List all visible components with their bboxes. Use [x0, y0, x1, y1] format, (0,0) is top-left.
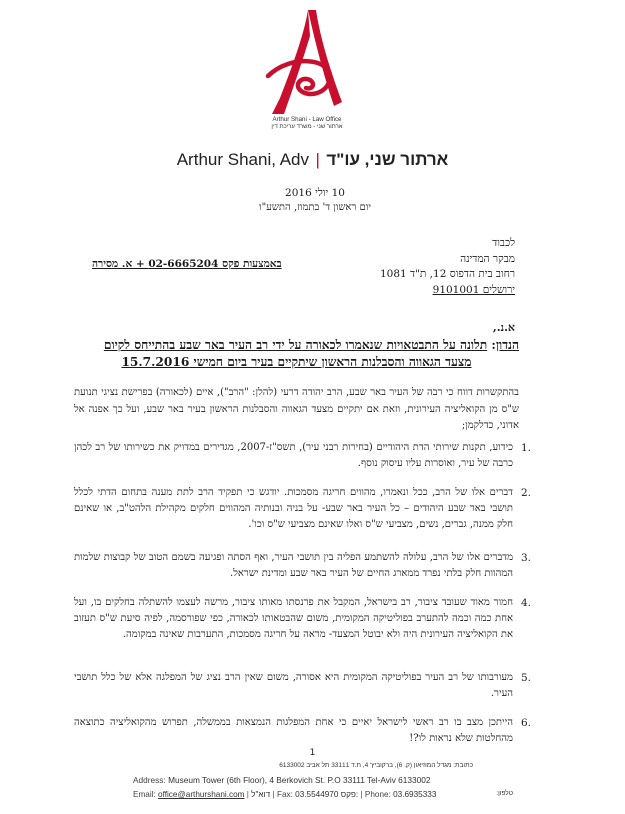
footer-phone-label: Phone: — [364, 790, 391, 799]
list-item-text: חמור מאוד שעובד ציבור, רב בישראל, המקבל את פרנסתו מאותו ציבור, מרשה לעצמו להשתלה בחלקים בו, ועל אחת כמה וכמה להתערב בפוליטיקה המקומית, משום שהבטאותו לכאורה, כפי שפורסמה, לפיה סיעת ש"ס תעזוב את הקואליציה העירונית היה ולא יבוטל המצעד- מראה על חריגה מסמכות, התערבות שאינה במקומה. — [74, 597, 513, 640]
date-gregorian: 10 יולי 2016 — [285, 187, 345, 199]
subject-block — [74, 337, 519, 370]
list-item-text: דברים אלו של הרב, ככל ונאמרו, מהווים חריגה מסמכות. יודגש כי תפקיד הרב לתת מענה בתחום הדתי לכלל תושבי באר שבע היהודים – כל העיר באר שבע- על בניה ובנותיה המהווים חלקים מקהילת הלהט"ב, או שאינם חלק ממנה, גברים, נשים, מצביעי ש"ס ואלו שאינם מצביעי ש"ס וכו'. — [74, 487, 513, 530]
recipient-line-4: ירושלים 9101001 — [432, 283, 515, 296]
footer-email-label: Email: — [133, 790, 156, 799]
footer-phone-label-he: טלפון: — [496, 790, 513, 797]
list-item-number: 1. — [521, 442, 532, 454]
list-item — [46, 670, 541, 702]
subject-text-line-2: מצעד הגאווה והסבלנות הראשון שיתקיים בעיר ביום חמישי 15.7.2016 — [121, 354, 472, 369]
footer-separator: | — [272, 790, 275, 799]
law-office-logo — [250, 6, 360, 118]
footer-fax-label: Fax: — [276, 790, 293, 799]
office-name-he: ארתור שני, עו"ד — [326, 150, 449, 169]
list-item-text: מעורבותו של רב העיר בפוליטיקה המקומית היא אסורה, משום שאין הרב נציג של המפלגה אלא של כלל תושבי העיר. — [74, 672, 513, 699]
subject-label: הנדון — [495, 338, 519, 352]
footer-phone-number: 03.6935333 — [393, 790, 437, 799]
list-item-number: 3. — [521, 552, 532, 564]
footer-email-link[interactable]: office@arthurshani.com — [158, 790, 245, 799]
office-name-line — [0, 150, 625, 170]
recipient-line-3: רחוב בית הדפוס 12, ת"ד 1081 — [379, 268, 515, 280]
logo-caption-en: Arthur Shani - Law Office — [272, 116, 342, 123]
list-item-text: הייתכן מצב בו רב ראשי לישראל יאיים כי אחת המפלגות הנמצאות בממשלה, תפרוש מהקואליציה כתוצאה מהחלטות שלא נראות לו?! — [74, 717, 513, 744]
list-item — [46, 715, 541, 747]
footer-address-he: כתובת: מגדל המוזיאון (ק. 6), ברקוביץ' 4, ת.ד 33111 תל אביב 6133002 — [279, 762, 473, 769]
fax-delivery-line: באמצעות פקס 02-6665204 + א. מסירה — [92, 258, 282, 270]
intro-paragraph: בהתקשרות דווח כי רבה של העיר באר שבע, הרב יהודה דרעי (להלן: "הרב"), איים (לכאורה) בפרישת נציגי תנועת ש"ס מן הקואליציה העירונית, וזאת אם יתקיים מצעד הגאווה והסבלנות הראשון בעיר באר שבע, ועל כך אפנה אל אדוני, כדלקמן; — [74, 387, 519, 431]
office-name-en: Arthur Shani, Adv — [176, 150, 310, 169]
office-name-separator: | — [315, 150, 320, 169]
footer-fax-number: 03.5544970 — [295, 790, 339, 799]
footer-address-en — [133, 775, 473, 785]
page-number: 1 — [309, 748, 316, 758]
list-item-text: מדברים אלו של הרב, עלולה להשתמע הפליה בין תושבי העיר, ואף הסתה ופגיעה בשמם הטוב של קבוצות שלמות המהוות חלק בלתי נפרד ממארג החיים של העיר באר שבע ומדינת ישראל. — [74, 552, 513, 579]
list-item-number: 6. — [521, 717, 532, 729]
footer-contact-line — [133, 790, 473, 799]
list-item-number: 4. — [521, 597, 532, 609]
footer-email-label-he: דוא"ל — [251, 790, 271, 799]
list-item — [46, 595, 541, 643]
list-item — [46, 485, 541, 533]
logo-caption — [255, 117, 359, 130]
subject-colon: : — [487, 338, 496, 352]
footer-address-text: Museum Tower (6th Floor), 4 Berkovich St. P.O 33111 Tel-Aviv 6133002 — [168, 775, 431, 785]
list-item — [46, 550, 541, 582]
footer-separator: | — [360, 790, 363, 799]
footer-fax-label-he: פקס: — [340, 790, 359, 799]
recipient-line-2: מבקר המדינה — [460, 252, 515, 265]
date-hebrew: יום ראשון ד' בתמוז, התשע"ו — [259, 202, 371, 213]
list-item-number: 5. — [521, 672, 532, 684]
list-item-text: כידוע, תקנות שירותי הדת היהודיים (בחירות רבני עיר), תשס"ז-2007, מגדירים במדויק את כשירותו של רב לכהן כרבה של עיר, ואוסרות עליו עיסוק נוסף. — [74, 442, 513, 469]
footer-address-label: Address: — [133, 775, 166, 785]
salutation: א.נ., — [492, 321, 515, 334]
footer-separator: | — [246, 790, 249, 799]
list-item — [46, 440, 541, 472]
logo-a-right-stroke — [308, 10, 342, 106]
logo-caption-he: ארתור שני - משרד עריכת דין — [271, 123, 343, 130]
subject-text-line-1: תלונה על התבטאויות שנאמרו לכאורה על ידי רב העיר באר שבע בהתייחס לקיום — [103, 338, 488, 352]
recipient-line-1: לכבוד — [492, 237, 515, 249]
list-item-number: 2. — [521, 487, 532, 499]
